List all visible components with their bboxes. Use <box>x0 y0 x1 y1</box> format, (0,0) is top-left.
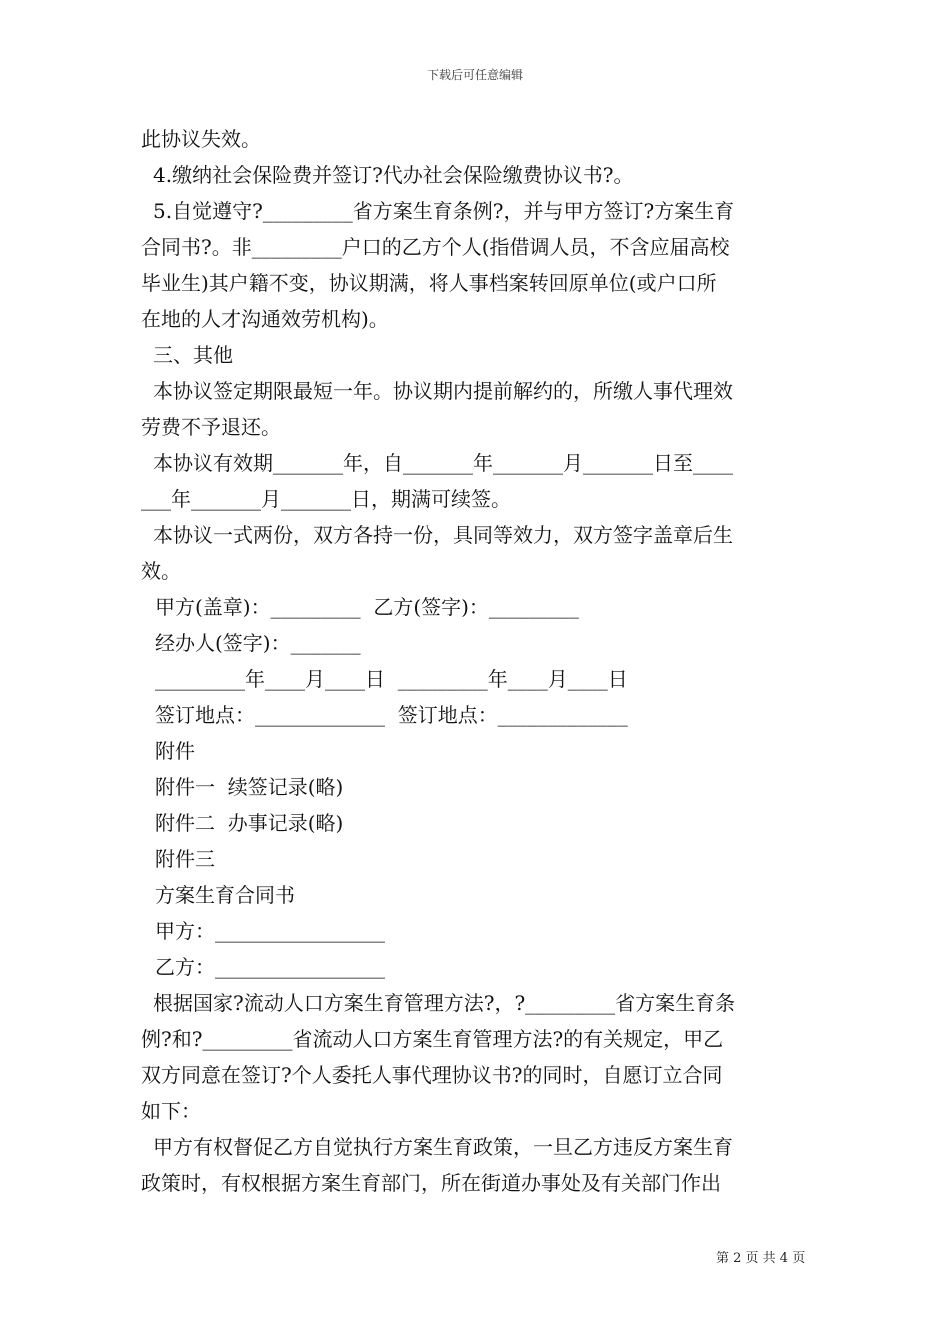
text-line: 根据国家?流动人口方案生育管理方法?，?_________省方案生育条 <box>153 991 736 1015</box>
text-line: 在地的人才沟通效劳机构)。 <box>141 307 389 331</box>
text-line: 劳费不予退还。 <box>141 415 281 439</box>
date-line: _________年____月____日 _________年____月____日 <box>155 667 628 691</box>
contract-title: 方案生育合同书 <box>155 883 295 907</box>
text-line: 本协议一式两份，双方各持一份，具同等效力，双方签字盖章后生 <box>153 523 733 547</box>
party-a-line: 甲方：_________________ <box>155 919 385 943</box>
text-line: ___年_______月_______日，期满可续签。 <box>141 487 511 511</box>
text-line: 甲方有权督促乙方自觉执行方案生育政策，一旦乙方违反方案生育 <box>153 1135 733 1159</box>
text-line: 本协议有效期_______年，自_______年_______月_______日至____ <box>153 451 733 475</box>
text-line: 4.缴纳社会保险费并签订?代办社会保险缴费协议书?。 <box>153 163 634 187</box>
text-line: 如下： <box>141 1099 201 1123</box>
page-header: 下载后可任意编辑 <box>426 68 523 82</box>
text-line: 例?和?_________省流动人口方案生育管理方法?的有关规定，甲乙 <box>141 1027 724 1051</box>
text-line: 毕业生)其户籍不变，协议期满，将人事档案转回原单位(或户口所 <box>141 271 717 295</box>
text-line: 此协议失效。 <box>141 127 261 151</box>
text-line: 合同书?。非_________户口的乙方个人(指借调人员，不含应届高校 <box>141 235 730 259</box>
text-line: 本协议签定期限最短一年。协议期内提前解约的，所缴人事代理效 <box>153 379 733 403</box>
text-line: 政策时，有权根据方案生育部门，所在街道办事处及有关部门作出 <box>141 1171 721 1195</box>
location-line: 签订地点：_____________ 签订地点：_____________ <box>155 703 628 727</box>
document-body <box>141 121 809 1201</box>
party-b-line: 乙方：_________________ <box>155 955 385 979</box>
page-footer: 第 2 页 共 4 页 <box>716 1251 806 1266</box>
text-line: 双方同意在签订?个人委托人事代理协议书?的同时，自愿订立合同 <box>141 1063 723 1087</box>
signature-line: 经办人(签字)：_______ <box>155 631 361 655</box>
section-heading: 三、其他 <box>153 343 233 367</box>
attachment-item: 附件二 办事记录(略) <box>155 811 344 835</box>
signature-line: 甲方(盖章)：_________ 乙方(签字)：_________ <box>155 595 579 619</box>
attachment-heading: 附件 <box>155 739 195 763</box>
text-line: 5.自觉遵守?_________省方案生育条例?，并与甲方签订?方案生育 <box>153 199 735 223</box>
attachment-item: 附件三 <box>155 847 215 871</box>
text-line: 效。 <box>141 559 181 583</box>
attachment-item: 附件一 续签记录(略) <box>155 775 344 799</box>
